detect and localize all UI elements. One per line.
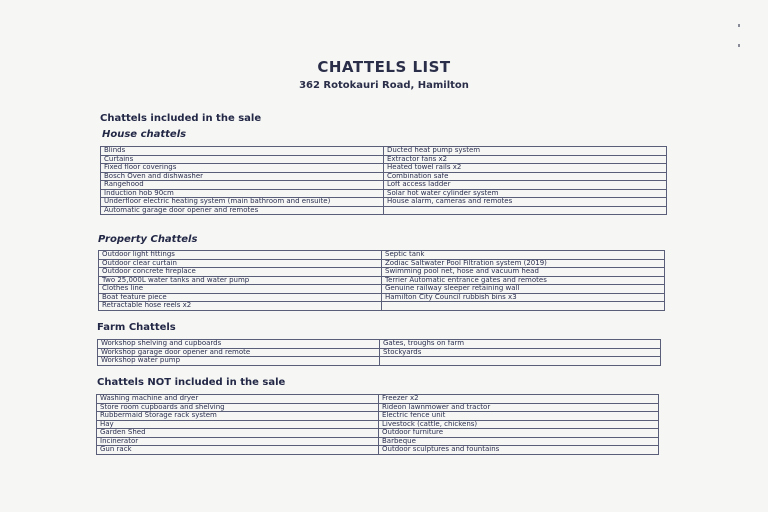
table-row [99, 268, 665, 277]
table-row [99, 302, 665, 311]
table-row [101, 155, 667, 164]
item-cell-left: Bosch Oven and dishwasher [101, 172, 384, 181]
document-address: 362 Rotokauri Road, Hamilton [299, 80, 469, 91]
item-cell-right: Gates, troughs on farm [380, 340, 661, 349]
item-cell-left: Incinerator [97, 437, 379, 446]
table-row [97, 437, 659, 446]
item-cell-right: Heated towel rails x2 [384, 164, 667, 173]
item-cell-right: Swimming pool net, hose and vacuum head [382, 268, 665, 277]
farm-chattels-table [97, 339, 661, 366]
table-row [97, 429, 659, 438]
table-row [97, 403, 659, 412]
house-chattels-table [100, 146, 667, 215]
property-chattels-table [98, 250, 665, 311]
table-row [101, 198, 667, 207]
item-cell-left: Workshop shelving and cupboards [98, 340, 380, 349]
item-cell-right: Outdoor sculptures and fountains [379, 446, 659, 455]
item-cell-left: Gun rack [97, 446, 379, 455]
item-cell-right [384, 206, 667, 215]
item-cell-left: Workshop water pump [98, 357, 380, 366]
table-row [101, 206, 667, 215]
item-cell-right: Solar hot water cylinder system [384, 189, 667, 198]
item-cell-left: Hay [97, 420, 379, 429]
item-cell-left: Retractable hose reels x2 [99, 302, 382, 311]
item-cell-right: Outdoor furniture [379, 429, 659, 438]
item-cell-right [382, 302, 665, 311]
excluded-chattels-table [96, 394, 659, 455]
table-row [99, 285, 665, 294]
item-cell-left: Outdoor light fittings [99, 251, 382, 260]
item-cell-left: Garden Shed [97, 429, 379, 438]
table-row [101, 164, 667, 173]
table-row [99, 276, 665, 285]
item-cell-right: Barbeque [379, 437, 659, 446]
item-cell-left: Rangehood [101, 181, 384, 190]
item-cell-left: Washing machine and dryer [97, 395, 379, 404]
table-row [99, 251, 665, 260]
included-heading: Chattels included in the sale [100, 113, 262, 124]
item-cell-right: Hamilton City Council rubbish bins x3 [382, 293, 665, 302]
item-cell-left: Store room cupboards and shelving [97, 403, 379, 412]
item-cell-right: Livestock (cattle, chickens) [379, 420, 659, 429]
table-row [101, 181, 667, 190]
table-row [98, 357, 661, 366]
table-row [101, 189, 667, 198]
table-row [99, 293, 665, 302]
item-cell-right: House alarm, cameras and remotes [384, 198, 667, 207]
item-cell-right: Stockyards [380, 348, 661, 357]
house-chattels-heading: House chattels [102, 129, 187, 140]
item-cell-right: Zodiac Saltwater Pool Filtration system (2019) [382, 259, 665, 268]
scan-speck [738, 44, 740, 47]
table-row [97, 395, 659, 404]
table-row [97, 420, 659, 429]
item-cell-right: Electric fence unit [379, 412, 659, 421]
item-cell-left: Underfloor electric heating system (main bathroom and ensuite) [101, 198, 384, 207]
item-cell-left: Outdoor concrete fireplace [99, 268, 382, 277]
document-title: CHATTELS LIST [317, 58, 451, 76]
table-row [97, 446, 659, 455]
item-cell-left: Workshop garage door opener and remote [98, 348, 380, 357]
item-cell-left: Rubbermaid Storage rack system [97, 412, 379, 421]
table-row [99, 259, 665, 268]
farm-chattels-heading: Farm Chattels [97, 322, 176, 333]
table-row [98, 340, 661, 349]
item-cell-right: Extractor fans x2 [384, 155, 667, 164]
item-cell-right: Combination safe [384, 172, 667, 181]
item-cell-right: Loft access ladder [384, 181, 667, 190]
item-cell-right: Genuine railway sleeper retaining wall [382, 285, 665, 294]
excluded-heading: Chattels NOT included in the sale [97, 377, 286, 388]
item-cell-left: Two 25,000L water tanks and water pump [99, 276, 382, 285]
item-cell-left: Clothes line [99, 285, 382, 294]
item-cell-left: Outdoor clear curtain [99, 259, 382, 268]
item-cell-left: Boat feature piece [99, 293, 382, 302]
item-cell-left: Fixed floor coverings [101, 164, 384, 173]
item-cell-right: Rideon lawnmower and tractor [379, 403, 659, 412]
item-cell-left: Induction hob 90cm [101, 189, 384, 198]
item-cell-right: Septic tank [382, 251, 665, 260]
item-cell-right: Freezer x2 [379, 395, 659, 404]
item-cell-right: Ducted heat pump system [384, 147, 667, 156]
item-cell-left: Blinds [101, 147, 384, 156]
item-cell-left: Curtains [101, 155, 384, 164]
table-row [101, 172, 667, 181]
table-row [98, 348, 661, 357]
scan-speck [738, 24, 740, 27]
table-row [97, 412, 659, 421]
item-cell-right [380, 357, 661, 366]
item-cell-right: Terrier Automatic entrance gates and remotes [382, 276, 665, 285]
item-cell-left: Automatic garage door opener and remotes [101, 206, 384, 215]
table-row [101, 147, 667, 156]
property-chattels-heading: Property Chattels [98, 234, 198, 245]
